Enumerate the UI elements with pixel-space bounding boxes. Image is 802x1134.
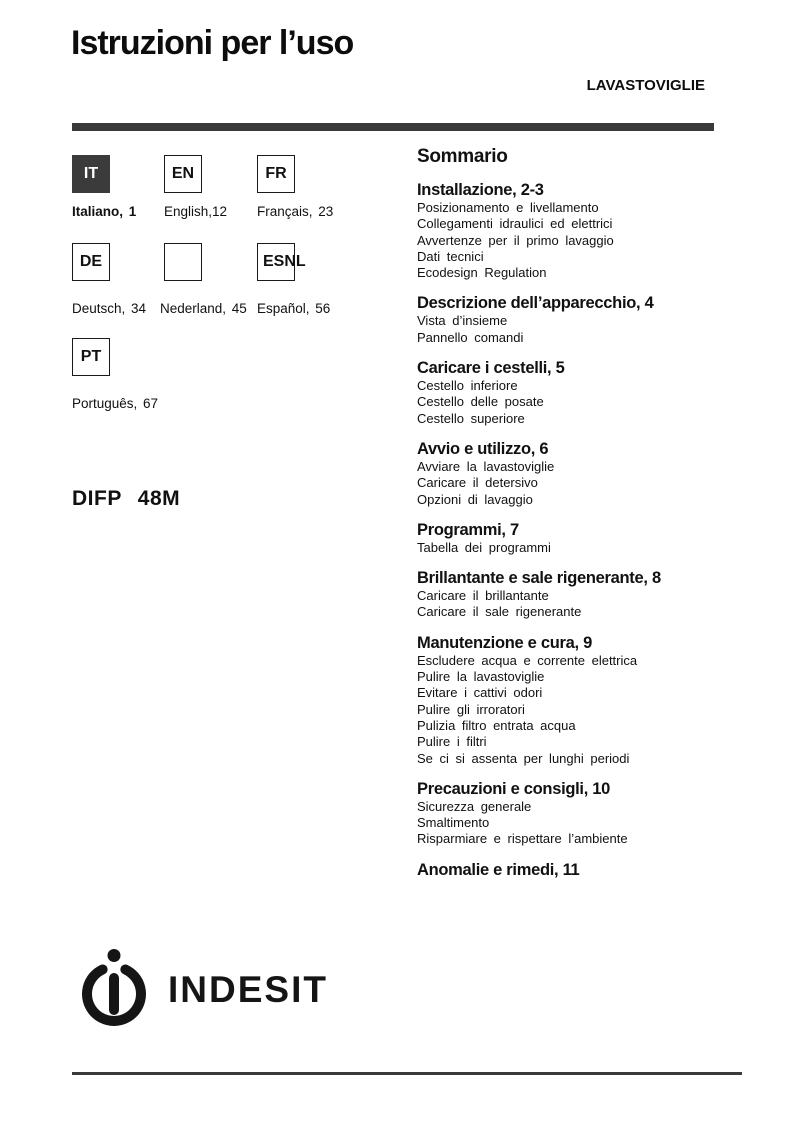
toc-section-title: Anomalie e rimedi, 11 [417,860,580,879]
toc-item: Cestello superiore [417,410,525,426]
toc-section-manutenzione [417,634,717,767]
toc-item: Sicurezza generale [417,798,532,814]
toc-section-anomalie [417,861,717,880]
language-label-italiano: Italiano, 1 [72,204,137,219]
toc-item: Ecodesign Regulation [417,265,547,281]
toc-section-programmi [417,521,717,556]
toc-item: Cestello delle posate [417,394,544,410]
toc-item: Opzioni di lavaggio [417,491,533,507]
table-of-contents [417,146,717,880]
toc-section-descrizione [417,294,717,346]
toc-section-installazione [417,181,717,281]
toc-item: Posizionamento e livellamento [417,200,599,215]
language-label-portugues: Português, 67 [72,396,159,411]
language-box-pt: PT [72,338,110,376]
language-label-espanol: Español, 56 [257,301,331,316]
toc-section-title: Caricare i cestelli, 5 [417,359,565,378]
language-label-francais: Français, 23 [257,204,334,219]
toc-item: Pulire i filtri [417,734,487,750]
toc-section-precauzioni [417,780,717,848]
toc-section-title: Avvio e utilizzo, 6 [417,439,549,458]
toc-item: Collegamenti idraulici ed elettrici [417,216,613,232]
language-box-esnl: ESNL [257,243,295,281]
toc-item: Tabella dei programmi [417,539,551,555]
language-label-nederland: Nederland, 45 [160,301,247,316]
toc-item: Pulire gli irroratori [417,701,525,717]
language-box-de: DE [72,243,110,281]
toc-item: Pulizia filtro entrata acqua [417,717,576,733]
toc-section-title: Descrizione dell’apparecchio, 4 [417,294,654,313]
indesit-logo-icon [76,948,152,1026]
toc-item: Escludere acqua e corrente elettrica [417,652,638,668]
toc-item: Dati tecnici [417,248,484,264]
model-number: DIFP 48M [72,487,181,510]
toc-section-title: Manutenzione e cura, 9 [417,633,592,652]
toc-item: Cestello inferiore [417,378,518,394]
toc-section-title: Programmi, 7 [417,520,519,539]
toc-item: Risparmiare e rispettare l’ambiente [417,831,628,847]
brand-logo [76,948,328,1026]
language-label-deutsch: Deutsch, 34 [72,301,147,316]
toc-item: Vista d’insieme [417,313,508,329]
toc-section-title: Installazione, 2-3 [417,181,544,199]
toc-item: Evitare i cattivi odori [417,685,543,701]
product-type-label: LAVASTOVIGLIE [586,77,705,94]
toc-item: Pannello comandi [417,329,524,345]
toc-section-title: Brillantante e sale rigenerante, 8 [417,569,661,588]
language-box-it: IT [72,155,110,193]
brand-wordmark: INDESIT [168,969,328,1010]
bottom-divider-line [72,1072,742,1075]
language-box-nl [164,243,202,281]
toc-item: Caricare il detersivo [417,475,538,491]
toc-item: Avvertenze per il primo lavaggio [417,232,614,248]
language-box-en: EN [164,155,202,193]
toc-item: Avviare la lavastoviglie [417,458,555,474]
toc-section-avvio [417,440,717,508]
toc-section-brillantante [417,569,717,621]
toc-section-caricare-cestelli [417,359,717,427]
toc-item: Caricare il brillantante [417,588,549,604]
toc-item: Se ci si assenta per lunghi periodi [417,750,630,766]
toc-item: Smaltimento [417,815,490,831]
toc-item: Caricare il sale rigenerante [417,604,582,620]
language-box-fr: FR [257,155,295,193]
toc-section-title: Precauzioni e consigli, 10 [417,779,611,798]
top-divider-bar [72,123,714,131]
toc-heading: Sommario [417,146,508,167]
page-title: Istruzioni per l’uso [71,24,354,62]
toc-item: Pulire la lavastoviglie [417,669,545,685]
language-label-english: English,12 [164,204,228,219]
